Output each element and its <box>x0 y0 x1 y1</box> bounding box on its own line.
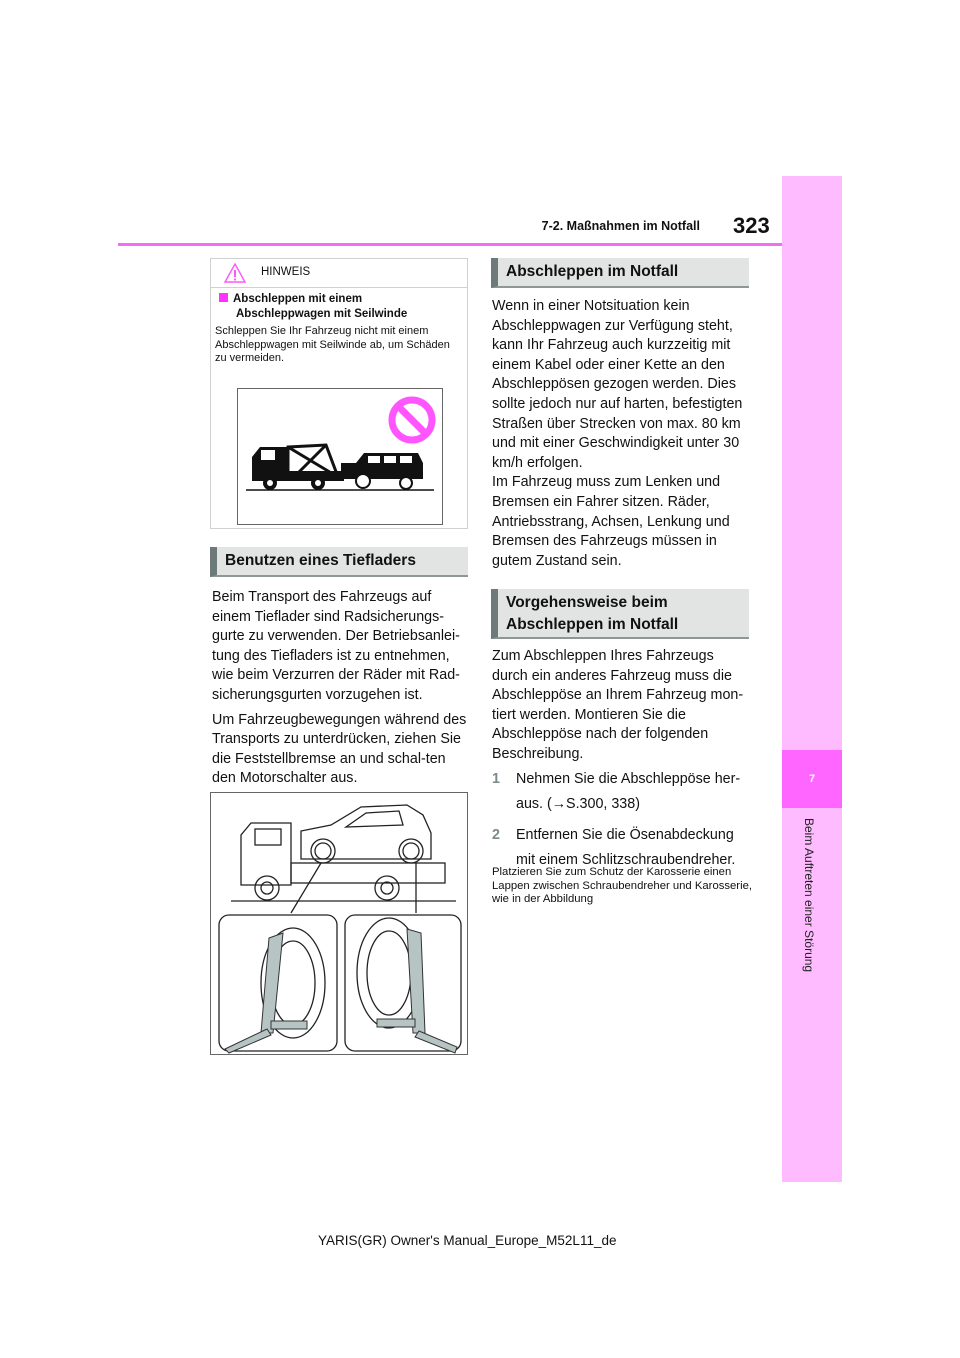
emergency-towing-text <box>492 297 754 571</box>
flatbed-paragraph-2: Um Fahrzeugbewegungen während des Transports zu unterdrücken, ziehen Sie die Feststellbremse an und schal-ten den Motorschalter aus. <box>212 711 467 787</box>
section-heading-flatbed: Benutzen eines Tiefladers <box>210 547 468 577</box>
step-1-text <box>516 767 740 817</box>
step-2-number: 2 <box>492 827 500 843</box>
towing-procedure-title-line1: Vorgehensweise beim <box>506 594 668 611</box>
notice-body: Schleppen Sie Ihr Fahrzeug nicht mit einem Abschleppwagen mit Seilwinde ab, um Schäden zu vermeiden. <box>215 325 450 364</box>
emergency-towing-paragraph-1: Wenn in einer Notsituation kein Abschleppwagen zur Verfügung steht, kann Ihr Fahrzeug auch kurzzeitig mit einem Kabel oder einer Kette an den Abschleppösen gezogen werden. Dies sollte jedoch nur auf harten, befestigten Straßen über Strecken von max. 80 km und mit einer Geschwindigkeit unter 30 km/h erfolgen. <box>492 298 743 471</box>
header-divider <box>118 243 782 246</box>
page-number: 323 <box>733 213 770 238</box>
bullet-square-icon <box>219 293 228 302</box>
warning-triangle-icon <box>224 263 246 283</box>
step-1-number: 1 <box>492 771 500 787</box>
towing-procedure-intro: Zum Abschleppen Ihres Fahrzeugs durch ein anderes Fahrzeug muss die Abschleppöse an Ihrem Fahrzeug mon-tiert werden. Montieren Sie die Abschleppöse nach der folgenden Beschreibung. <box>492 648 744 762</box>
notice-header <box>211 259 467 288</box>
notice-subheading-line1: Abschleppen mit einem <box>233 293 363 305</box>
emergency-towing-paragraph-2: Im Fahrzeug muss zum Lenken und Bremsen ein Fahrer sitzen. Räder, Antriebsstrang, Achsen, Lenkung und Bremsen des Fahrzeugs müssen in gutem Zustand sein. <box>492 474 730 569</box>
towing-steps-list <box>492 767 754 873</box>
step-1 <box>492 767 754 817</box>
chapter-side-label <box>790 818 830 1118</box>
tow-truck-illustration <box>238 389 442 524</box>
notice-box <box>210 258 468 529</box>
section-heading-towing-procedure <box>491 589 749 639</box>
flatbed-text <box>212 588 470 789</box>
footer-manual-id: YARIS(GR) Owner's Manual_Europe_M52L11_de <box>318 1233 617 1248</box>
step-1-line1: Nehmen Sie die Abschleppöse her- <box>516 771 741 787</box>
flatbed-paragraph-1: Beim Transport des Fahrzeugs auf einem Tieflader sind Radsicherungs-gurte zu verwenden. Der Betriebsanlei-tung des Tiefladers ist zu entnehmen, wie beim Verzurren der Räder mit Rad-sicherungsgurten vorzugehen ist. <box>212 589 460 703</box>
step-2-line1: Entfernen Sie die Ösenabdeckung <box>516 827 734 843</box>
step-1-line2: aus. (→S.300, 338) <box>516 796 640 812</box>
towing-procedure-title-line2: Abschleppen im Notfall <box>506 616 679 633</box>
flatbed-wheel-strap-figure <box>210 792 468 1055</box>
section-heading-emergency-towing: Abschleppen im Notfall <box>491 258 749 288</box>
notice-subheading <box>219 292 407 322</box>
prohibited-winch-tow-figure <box>237 388 443 525</box>
chapter-side-label-text: Beim Auftreten einer Störung <box>802 818 816 973</box>
step-note: Platzieren Sie zum Schutz der Karosserie einen Lappen zwischen Schraubendreher und Karosserie, wie in der Abbildung <box>492 866 752 906</box>
notice-title: HINWEIS <box>261 266 311 278</box>
chapter-number-box: 7 <box>782 750 842 808</box>
chapter-title: 7-2. Maßnahmen im Notfall <box>541 219 700 233</box>
flatbed-illustration <box>211 793 467 1054</box>
step-2-line2: mit einem Schlitzschraubendreher. <box>516 852 736 868</box>
notice-subheading-line2: Abschleppwagen mit Seilwinde <box>236 308 408 320</box>
